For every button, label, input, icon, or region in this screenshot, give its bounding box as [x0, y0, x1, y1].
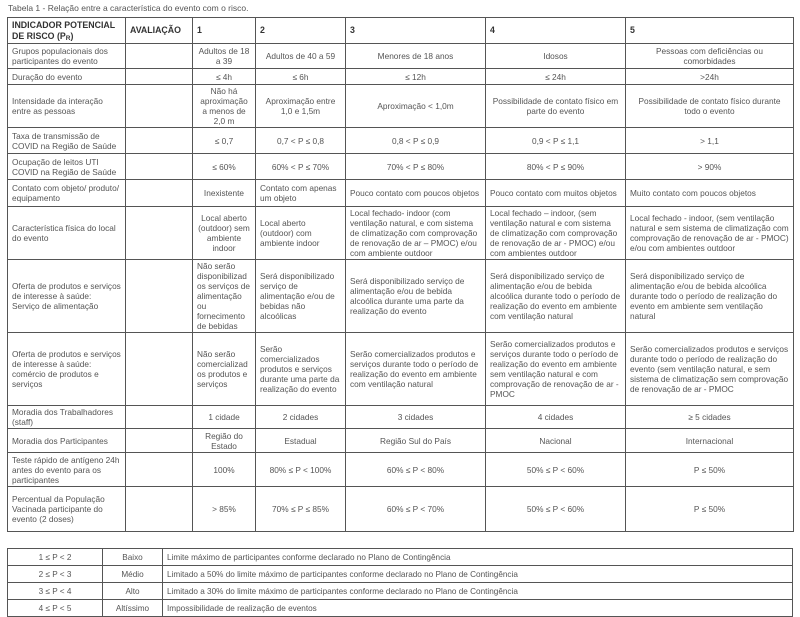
level-2-cell: ≤ 6h: [256, 69, 346, 85]
level-2-cell: 60% < P ≤ 70%: [256, 154, 346, 180]
legend-row: [8, 600, 793, 617]
legend-description: Limitado a 30% do limite máximo de participantes conforme declarado no Plano de Contingência: [163, 583, 793, 600]
level-1-cell: Não serão disponibilizados serviços de alimentação ou fornecimento de bebidas: [193, 260, 256, 333]
legend-row: [8, 566, 793, 583]
level-1-cell: ≤ 4h: [193, 69, 256, 85]
table-row: [8, 453, 794, 487]
header-level-2: 2: [256, 18, 346, 44]
level-2-cell: 70% ≤ P ≤ 85%: [256, 487, 346, 532]
header-level-1: 1: [193, 18, 256, 44]
level-4-cell: Local fechado – indoor, (sem ventilação natural e com sistema de climatização com comprovação de renovação de ar - PMOC) e/ou com ambientes outdoor: [486, 207, 626, 260]
risk-table-body: [8, 44, 794, 532]
level-3-cell: ≤ 12h: [346, 69, 486, 85]
level-2-cell: Estadual: [256, 429, 346, 453]
level-5-cell: Pessoas com deficiências ou comorbidades: [626, 44, 794, 69]
evaluation-cell[interactable]: [126, 487, 193, 532]
level-3-cell: Serão comercializados produtos e serviços durante todo o período de realização do evento em ambiente com ventilação natural: [346, 333, 486, 406]
level-5-cell: Local fechado - indoor, (sem ventilação natural e sem sistema de climatização com comprovação de renovação de ar - PMOC) e/ou com ambientes outdoor: [626, 207, 794, 260]
level-4-cell: 4 cidades: [486, 406, 626, 429]
legend-row: [8, 549, 793, 566]
table-row: [8, 85, 794, 128]
legend-description: Limite máximo de participantes conforme declarado no Plano de Contingência: [163, 549, 793, 566]
row-label: Grupos populacionais dos participantes do evento: [8, 44, 126, 69]
table-row: [8, 260, 794, 333]
level-3-cell: 0,8 < P ≤ 0,9: [346, 128, 486, 154]
header-indicator-subscript: R: [65, 34, 71, 42]
level-1-cell: 1 cidade: [193, 406, 256, 429]
legend-range: 2 ≤ P < 3: [8, 566, 103, 583]
row-label: Oferta de produtos e serviços de interesse à saúde: Serviço de alimentação: [8, 260, 126, 333]
table-row: [8, 207, 794, 260]
level-5-cell: P ≤ 50%: [626, 453, 794, 487]
row-label: Duração do evento: [8, 69, 126, 85]
table-header-row: [8, 18, 794, 44]
level-4-cell: Serão comercializados produtos e serviços durante todo o período de realização do evento em ambiente sem ventilação natural e com comprovação de renovação de ar - PMOC: [486, 333, 626, 406]
evaluation-cell[interactable]: [126, 44, 193, 69]
header-indicator-close: ): [70, 30, 74, 41]
level-4-cell: Nacional: [486, 429, 626, 453]
level-3-cell: 3 cidades: [346, 406, 486, 429]
row-label: Teste rápido de antígeno 24h antes do evento para os participantes: [8, 453, 126, 487]
legend-description: Limitado a 50% do limite máximo de participantes conforme declarado no Plano de Contingência: [163, 566, 793, 583]
level-2-cell: Serão comercializados produtos e serviços durante uma parte da realização do evento: [256, 333, 346, 406]
level-2-cell: Adultos de 40 a 59: [256, 44, 346, 69]
header-level-3: 3: [346, 18, 486, 44]
level-3-cell: Pouco contato com poucos objetos: [346, 180, 486, 207]
level-4-cell: Possibilidade de contato físico em parte do evento: [486, 85, 626, 128]
legend-level: Baixo: [103, 549, 163, 566]
level-3-cell: Menores de 18 anos: [346, 44, 486, 69]
legend-range: 1 ≤ P < 2: [8, 549, 103, 566]
table-row: [8, 429, 794, 453]
level-3-cell: 60% ≤ P < 80%: [346, 453, 486, 487]
legend-level: Alto: [103, 583, 163, 600]
level-5-cell: Internacional: [626, 429, 794, 453]
level-3-cell: Aproximação < 1,0m: [346, 85, 486, 128]
level-2-cell: Aproximação entre 1,0 e 1,5m: [256, 85, 346, 128]
row-label: Ocupação de leitos UTI COVID na Região de Saúde: [8, 154, 126, 180]
level-3-cell: Será disponibilizado serviço de alimentação e/ou de bebida alcoólica durante uma parte da realização do evento: [346, 260, 486, 333]
level-3-cell: Região Sul do País: [346, 429, 486, 453]
row-label: Intensidade da interação entre as pessoas: [8, 85, 126, 128]
row-label: Moradia dos Participantes: [8, 429, 126, 453]
table-row: [8, 406, 794, 429]
evaluation-cell[interactable]: [126, 406, 193, 429]
main-table-wrapper: [0, 15, 800, 532]
level-4-cell: 80% < P ≤ 90%: [486, 154, 626, 180]
evaluation-cell[interactable]: [126, 333, 193, 406]
evaluation-cell[interactable]: [126, 429, 193, 453]
level-4-cell: Idosos: [486, 44, 626, 69]
table-row: [8, 180, 794, 207]
legend-level: Médio: [103, 566, 163, 583]
level-1-cell: Adultos de 18 a 39: [193, 44, 256, 69]
level-5-cell: Será disponibilizado serviço de alimentação e/ou de bebida alcoólica durante todo o período de realização do evento em ambiente sem ventilação natural: [626, 260, 794, 333]
table-row: [8, 128, 794, 154]
legend-range: 3 ≤ P < 4: [8, 583, 103, 600]
row-label: Contato com objeto/ produto/ equipamento: [8, 180, 126, 207]
risk-table: [7, 17, 794, 532]
level-4-cell: Pouco contato com muitos objetos: [486, 180, 626, 207]
level-1-cell: Não serão comercializados produtos e serviços: [193, 333, 256, 406]
row-label: Taxa de transmissão de COVID na Região de Saúde: [8, 128, 126, 154]
table-row: [8, 44, 794, 69]
level-5-cell: >24h: [626, 69, 794, 85]
header-level-4: 4: [486, 18, 626, 44]
level-1-cell: Inexistente: [193, 180, 256, 207]
level-1-cell: Não há aproximação a menos de 2,0 m: [193, 85, 256, 128]
level-2-cell: Contato com apenas um objeto: [256, 180, 346, 207]
level-2-cell: Será disponibilizado serviço de alimentação e/ou de bebidas não alcoólicas: [256, 260, 346, 333]
level-5-cell: Possibilidade de contato físico durante todo o evento: [626, 85, 794, 128]
level-2-cell: 2 cidades: [256, 406, 346, 429]
level-2-cell: Local aberto (outdoor) com ambiente indoor: [256, 207, 346, 260]
level-4-cell: 50% ≤ P < 60%: [486, 487, 626, 532]
header-indicator-text: INDICADOR POTENCIAL DE RISCO (P: [12, 19, 115, 41]
table-caption: Tabela 1 - Relação entre a característica do evento com o risco.: [8, 3, 249, 13]
evaluation-cell[interactable]: [126, 85, 193, 128]
level-5-cell: ≥ 5 cidades: [626, 406, 794, 429]
table-row: [8, 154, 794, 180]
level-5-cell: P ≤ 50%: [626, 487, 794, 532]
evaluation-cell[interactable]: [126, 128, 193, 154]
table-row: [8, 487, 794, 532]
evaluation-cell[interactable]: [126, 69, 193, 85]
level-1-cell: Região do Estado: [193, 429, 256, 453]
row-label: Moradia dos Trabalhadores (staff): [8, 406, 126, 429]
legend-table-wrapper: [0, 546, 800, 617]
row-label: Percentual da População Vacinada participante do evento (2 doses): [8, 487, 126, 532]
level-4-cell: 0,9 < P ≤ 1,1: [486, 128, 626, 154]
level-2-cell: 0,7 < P ≤ 0,8: [256, 128, 346, 154]
level-5-cell: > 1,1: [626, 128, 794, 154]
legend-description: Impossibilidade de realização de eventos: [163, 600, 793, 617]
level-5-cell: Serão comercializados produtos e serviços durante todo o período de realização do evento (sem ventilação natural, e sem sistema de climatização sem comprovação de renovação de ar - PMOC: [626, 333, 794, 406]
legend-range: 4 ≤ P < 5: [8, 600, 103, 617]
evaluation-cell[interactable]: [126, 180, 193, 207]
row-label: Característica física do local do evento: [8, 207, 126, 260]
header-indicator: [8, 18, 126, 44]
level-3-cell: Local fechado- indoor (com ventilação natural, e com sistema de climatização com comprovação de renovação de ar – PMOC) e/ou com ambiente outdoor: [346, 207, 486, 260]
evaluation-cell[interactable]: [126, 260, 193, 333]
evaluation-cell[interactable]: [126, 207, 193, 260]
level-5-cell: Muito contato com poucos objetos: [626, 180, 794, 207]
header-level-5: 5: [626, 18, 794, 44]
level-3-cell: 60% ≤ P < 70%: [346, 487, 486, 532]
row-label: Oferta de produtos e serviços de interesse à saúde: comércio de produtos e serviços: [8, 333, 126, 406]
level-5-cell: > 90%: [626, 154, 794, 180]
level-1-cell: > 85%: [193, 487, 256, 532]
level-4-cell: 50% ≤ P < 60%: [486, 453, 626, 487]
evaluation-cell[interactable]: [126, 453, 193, 487]
level-2-cell: 80% ≤ P < 100%: [256, 453, 346, 487]
legend-level: Altíssimo: [103, 600, 163, 617]
risk-legend-table: [7, 548, 793, 617]
table-row: [8, 69, 794, 85]
level-1-cell: ≤ 60%: [193, 154, 256, 180]
level-4-cell: ≤ 24h: [486, 69, 626, 85]
table-spacer: [0, 532, 800, 546]
evaluation-cell[interactable]: [126, 154, 193, 180]
level-1-cell: ≤ 0,7: [193, 128, 256, 154]
legend-row: [8, 583, 793, 600]
level-3-cell: 70% < P ≤ 80%: [346, 154, 486, 180]
header-evaluation: AVALIAÇÃO: [126, 18, 193, 44]
level-1-cell: Local aberto (outdoor) sem ambiente indoor: [193, 207, 256, 260]
level-1-cell: 100%: [193, 453, 256, 487]
level-4-cell: Será disponibilizado serviço de alimentação e/ou de bebida alcoólica durante todo o período de realização do evento em ambiente com ventilação natural: [486, 260, 626, 333]
risk-legend-body: [8, 549, 793, 617]
table-row: [8, 333, 794, 406]
